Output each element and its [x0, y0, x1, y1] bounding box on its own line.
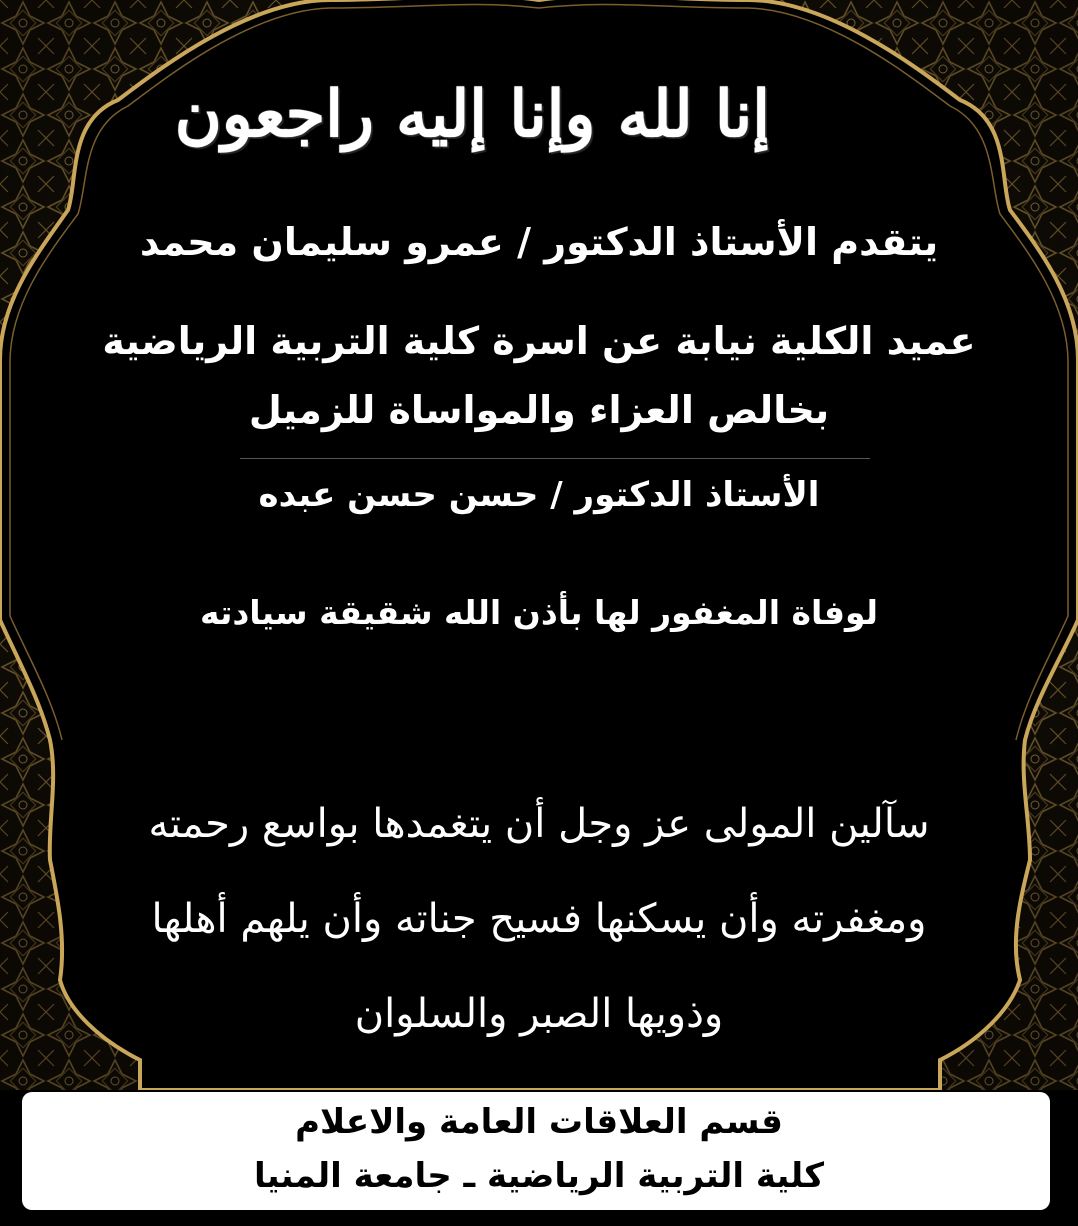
prayer-line-1: سآلين المولى عز وجل أن يتغمدها بواسع رحمته	[148, 801, 930, 847]
colleague-name: الأستاذ الدكتور / حسن حسن عبده	[258, 475, 820, 515]
deceased-line: لوفاة المغفور لها بأذن الله شقيقة سيادته	[199, 593, 879, 632]
footer-department: قسم العلاقات العامة والاعلام	[295, 1102, 783, 1142]
condolence-line: بخالص العزاء والمواساة للزميل	[248, 388, 830, 432]
footer-faculty: كلية التربية الرياضية ـ جامعة المنيا	[254, 1156, 824, 1196]
quran-verse-calligraphy: إنا لله وإنا إليه راجعون	[174, 77, 770, 152]
dean-line: عميد الكلية نيابة عن اسرة كلية التربية الرياضية	[102, 319, 976, 363]
divider	[240, 458, 870, 459]
prayer-line-3: وذويها الصبر والسلوان	[354, 991, 724, 1037]
sender-line: يتقدم الأستاذ الدكتور / عمرو سليمان محمد	[139, 220, 939, 264]
prayer-line-2: ومغفرته وأن يسكنها فسيح جناته وأن يلهم أهلها	[151, 896, 927, 942]
